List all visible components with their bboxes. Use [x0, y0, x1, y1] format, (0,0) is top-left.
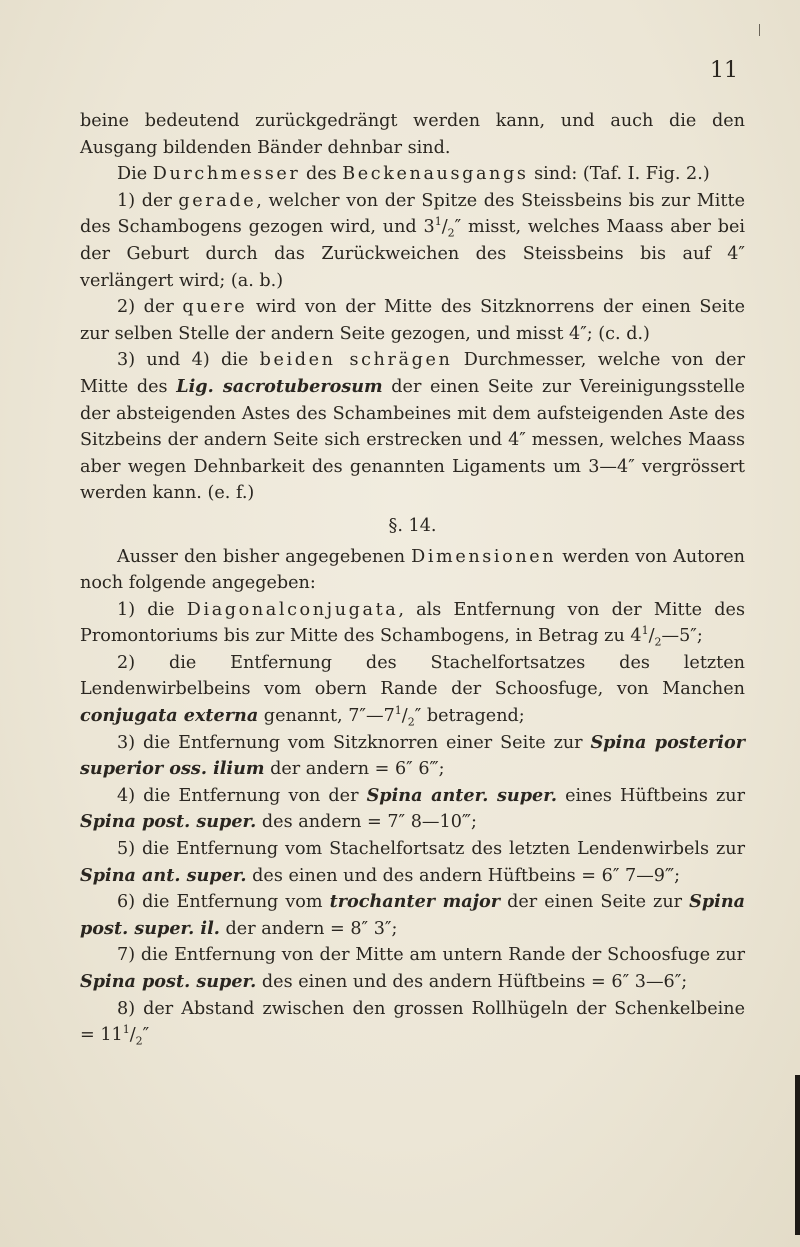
- body-text: [80, 108, 745, 1049]
- term-gerade: gerade: [178, 190, 257, 211]
- page-edge-mark: [795, 1075, 800, 1235]
- term-beiden-schraegen: beiden schrägen: [259, 350, 453, 371]
- item-schoosfuge: 7) die Entfernung von der Mitte am untern Rande der Schoosfuge zur Spina post. super. des einen und des andern Hüftbeins = 6″ 3—6″;: [80, 945, 745, 992]
- term-spina-post-super-2: Spina post. super.: [80, 971, 257, 992]
- term-diagonalconjugata: Diagonalconjugata: [186, 599, 399, 620]
- term-trochanter-major: trochanter major: [329, 891, 501, 913]
- item-conjugata-externa: 2) die Entfernung des Stachelfortsatzes des letzten Lendenwirbelbeins vom obern Rande der Schoosfuge, von Manchen conjugata externa genannt, $7''—7^1/_2''$ betragend;: [80, 652, 745, 729]
- item-straight-diameter: 1) der gerade, welcher von der Spitze des Steissbeins bis zur Mitte des Schambogens gezogen wird, und $3^1/_2''$ misst, welches Maass aber bei der Geburt durch das Zurückweichen des Steissbeins bis auf 4″ verlängert wird; (a. b.): [80, 190, 746, 291]
- term-spina-anter-super: Spina anter. super.: [366, 784, 557, 806]
- term-durchmesser: Durchmesser: [152, 164, 301, 185]
- item-sitzknorren-spina: 3) die Entfernung vom Sitzknorren einer Seite zur Spina posterior superior oss. ilium der andern = 6″ 6‴;: [80, 731, 745, 780]
- item-diagonalconjugata: 1) die Diagonalconjugata, als Entfernung von der Mitte des Promontoriums bis zur Mitte des Schambogens, in Betrag zu $4^1/_2—5''$;: [80, 599, 745, 649]
- section-heading: §. 14.: [388, 515, 437, 536]
- term-lig-sacrotuberosum: Lig. sacrotuberosum: [176, 375, 383, 397]
- item-trochanter: 6) die Entfernung vom trochanter major der einen Seite zur Spina post. super. il. der andern = 8″ 3″;: [80, 891, 746, 939]
- term-beckenausgangs: Beckenausgangs: [342, 164, 529, 185]
- term-spina-post-super: Spina post. super.: [80, 811, 257, 833]
- term-quere: quere: [182, 297, 248, 318]
- item-stachelfortsatz: 5) die Entfernung vom Stachelfortsatz des letzten Lendenwirbels zur Spina ant. super. des einen und des andern Hüftbeins = 6″ 7—9‴;: [80, 839, 745, 886]
- page-number: 11: [710, 58, 738, 83]
- paragraph-dimensions: Ausser den bisher angegebenen Dimensionen werden von Autoren noch folgende angegeben:: [80, 546, 745, 594]
- term-spina-ant-super: Spina ant. super.: [80, 864, 247, 886]
- paragraph-continuation: beine bedeutend zurückgedrängt werden kann, und auch die den Ausgang bildenden Bänder dehnbar sind.: [80, 111, 745, 158]
- term-spina-posterior: Spina posterior superior oss. ilium: [80, 731, 745, 780]
- item-rollhuegel: 8) der Abstand zwischen den grossen Rollhügeln der Schenkelbeine = $11^1/_2''$: [80, 998, 745, 1048]
- item-spina-anter: 4) die Entfernung von der Spina anter. super. eines Hüftbeins zur Spina post. super. des andern = 7″ 8—10‴;: [80, 784, 745, 833]
- item-transverse-diameter: 2) der quere wird von der Mitte des Sitzknorrens der einen Seite zur selben Stelle der andern Seite gezogen, und misst 4″; (c. d.): [80, 297, 745, 344]
- item-oblique-diameters: 3) und 4) die beiden schrägen Durchmesser, welche von der Mitte des Lig. sacrotuberosum der einen Seite zur Vereinigungsstelle der absteigenden Astes des Schambeines mit dem aufsteigenden Aste des Sitzbeins der andern Seite sich erstrecken und 4″ messen, welches Maass aber wegen Dehnbarkeit des genannten Ligaments um 3—4″ vergrössert werden kann. (e. f.): [80, 350, 745, 504]
- edge-tick: [759, 24, 760, 36]
- paragraph-outlet-diameters: Die Durchmesser des Beckenausgangs sind: (Taf. I. Fig. 2.): [117, 164, 710, 185]
- term-conjugata-externa: conjugata externa: [80, 705, 259, 727]
- term-spina-post-super-il: Spina post. super. il.: [80, 891, 746, 939]
- term-dimensionen: Dimensionen: [411, 546, 557, 567]
